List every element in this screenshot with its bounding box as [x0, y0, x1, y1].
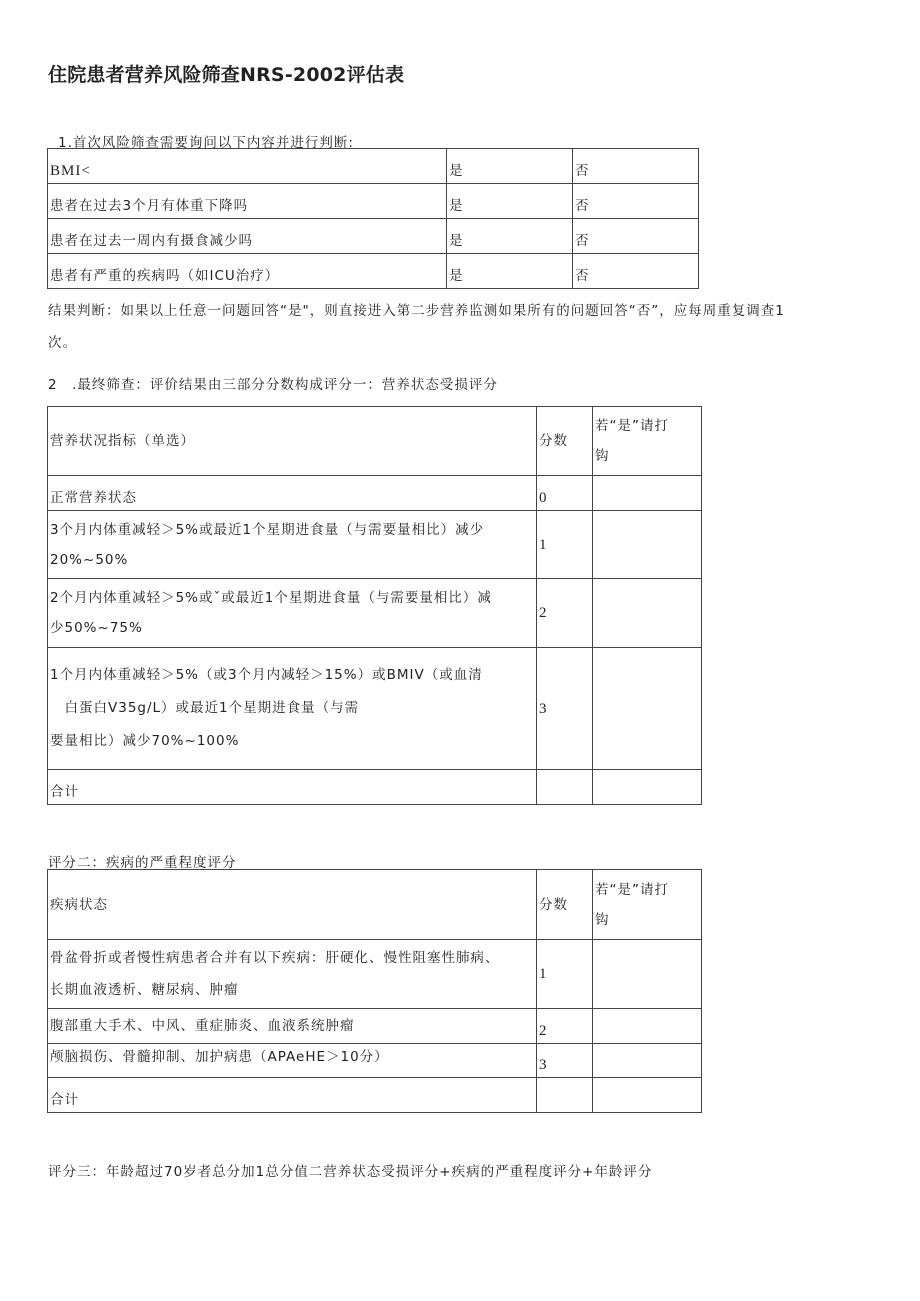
indicator-line: 2个月内体重减轻＞5%或ˇ或最近1个星期进食量（与需要量相比）减 [50, 590, 492, 606]
indicator-cell [48, 648, 537, 770]
yes-option[interactable]: 是 [447, 149, 573, 184]
table-header-row [48, 407, 702, 476]
score3-text: 评分三：年龄超过70岁者总分加1总分值二营养状态受损评分+疾病的严重程度评分+年龄评分 [48, 1164, 653, 1180]
header-condition: 疾病状态 [48, 870, 537, 940]
no-option[interactable]: 否 [573, 149, 699, 184]
header-check [593, 407, 702, 476]
indicator-line: 20%~50% [50, 551, 129, 568]
table-row [48, 149, 699, 184]
table-header-row [48, 870, 702, 940]
indicator-line: 1个月内体重减轻＞5%（或3个月内减轻＞15%）或BMIV（或血清 [50, 667, 483, 683]
total-label: 合计 [48, 1078, 537, 1113]
no-option[interactable]: 否 [573, 184, 699, 219]
table-total-row [48, 1078, 702, 1113]
page-title: 住院患者营养风险筛查NRS-2002评估表 [48, 64, 405, 86]
no-option[interactable]: 否 [573, 219, 699, 254]
condition-cell [48, 1044, 537, 1078]
score-cell: 1 [537, 940, 593, 1009]
result-judgement [48, 295, 868, 359]
header-indicator: 营养状况指标（单选） [48, 407, 537, 476]
header-check-line2: 钩 [595, 448, 610, 464]
score2-heading: 评分二：疾病的严重程度评分 [48, 855, 237, 871]
yes-option[interactable]: 是 [447, 184, 573, 219]
score-cell: 0 [537, 476, 593, 511]
check-cell[interactable] [593, 1044, 702, 1078]
header-score: 分数 [537, 407, 593, 476]
yes-option[interactable]: 是 [447, 219, 573, 254]
total-score-cell[interactable] [537, 770, 593, 805]
indicator-line: 少50%~75% [50, 620, 143, 636]
step1-table [47, 148, 699, 289]
table-row [48, 184, 699, 219]
score-cell: 2 [537, 579, 593, 648]
table-row [48, 940, 702, 1009]
condition-cell [48, 1009, 537, 1044]
condition-line: 腹部重大手术、中风、重症肺炎、血液系统肿瘤 [50, 1018, 355, 1034]
condition-line: 骨盆骨折或者慢性病患者合并有以下疾病：肝硬化、慢性阻塞性肺病、 [50, 950, 500, 966]
table-row [48, 476, 702, 511]
question-cell: BMI< [48, 149, 447, 184]
table-row [48, 648, 702, 770]
check-cell[interactable] [593, 476, 702, 511]
score-cell: 1 [537, 511, 593, 579]
score-cell: 3 [537, 648, 593, 770]
question-cell: 患者有严重的疾病吗（如ICU治疗） [48, 254, 447, 289]
total-check-cell[interactable] [593, 770, 702, 805]
nutrition-table [47, 406, 702, 805]
indicator-cell [48, 476, 537, 511]
table-row [48, 1044, 702, 1078]
table-total-row [48, 770, 702, 805]
question-cell: 患者在过去3个月有体重下降吗 [48, 184, 447, 219]
check-cell[interactable] [593, 579, 702, 648]
indicator-line: 白蛋白V35g/L）或最近1个星期进食量（与需 [50, 700, 360, 716]
indicator-cell [48, 579, 537, 648]
score-cell: 2 [537, 1009, 593, 1044]
table-row [48, 511, 702, 579]
table-row [48, 254, 699, 289]
condition-line: 长期血液透析、糖尿病、肿瘤 [50, 982, 239, 998]
disease-table [47, 869, 702, 1113]
no-option[interactable]: 否 [573, 254, 699, 289]
result-line-1: 结果判断：如果以上任意一问题回答“是"，则直接进入第二步营养监测如果所有的问题回答“否”，应每周重复调查1 [48, 303, 785, 319]
question-cell: 患者在过去一周内有摄食减少吗 [48, 219, 447, 254]
header-check-line1: 若“是”请打 [595, 418, 669, 434]
header-check [593, 870, 702, 940]
condition-cell [48, 940, 537, 1009]
header-score: 分数 [537, 870, 593, 940]
indicator-line: 3个月内体重减轻＞5%或最近1个星期进食量（与需要量相比）减少 [50, 521, 485, 538]
result-line-2: 次。 [48, 335, 77, 351]
yes-option[interactable]: 是 [447, 254, 573, 289]
score-cell: 3 [537, 1044, 593, 1078]
table-row [48, 579, 702, 648]
step1-heading: 1.首次风险筛查需要询问以下内容并进行判断: [58, 135, 354, 151]
check-cell[interactable] [593, 1009, 702, 1044]
step2-heading: 2 .最终筛查：评价结果由三部分分数构成评分一：营养状态受损评分 [48, 377, 498, 393]
total-score-cell[interactable] [537, 1078, 593, 1113]
table-row [48, 219, 699, 254]
total-check-cell[interactable] [593, 1078, 702, 1113]
condition-line: 颅脑损伤、骨髓抑制、加护病患（APAeHE＞10分） [50, 1049, 389, 1065]
header-check-line2: 钩 [595, 911, 610, 928]
total-label: 合计 [48, 770, 537, 805]
indicator-cell [48, 511, 537, 579]
check-cell[interactable] [593, 511, 702, 579]
table-row [48, 1009, 702, 1044]
indicator-line: 正常营养状态 [50, 490, 137, 506]
check-cell[interactable] [593, 940, 702, 1009]
header-check-line1: 若“是”请打 [595, 881, 669, 898]
check-cell[interactable] [593, 648, 702, 770]
indicator-line: 要量相比）减少70%~100% [50, 733, 240, 749]
